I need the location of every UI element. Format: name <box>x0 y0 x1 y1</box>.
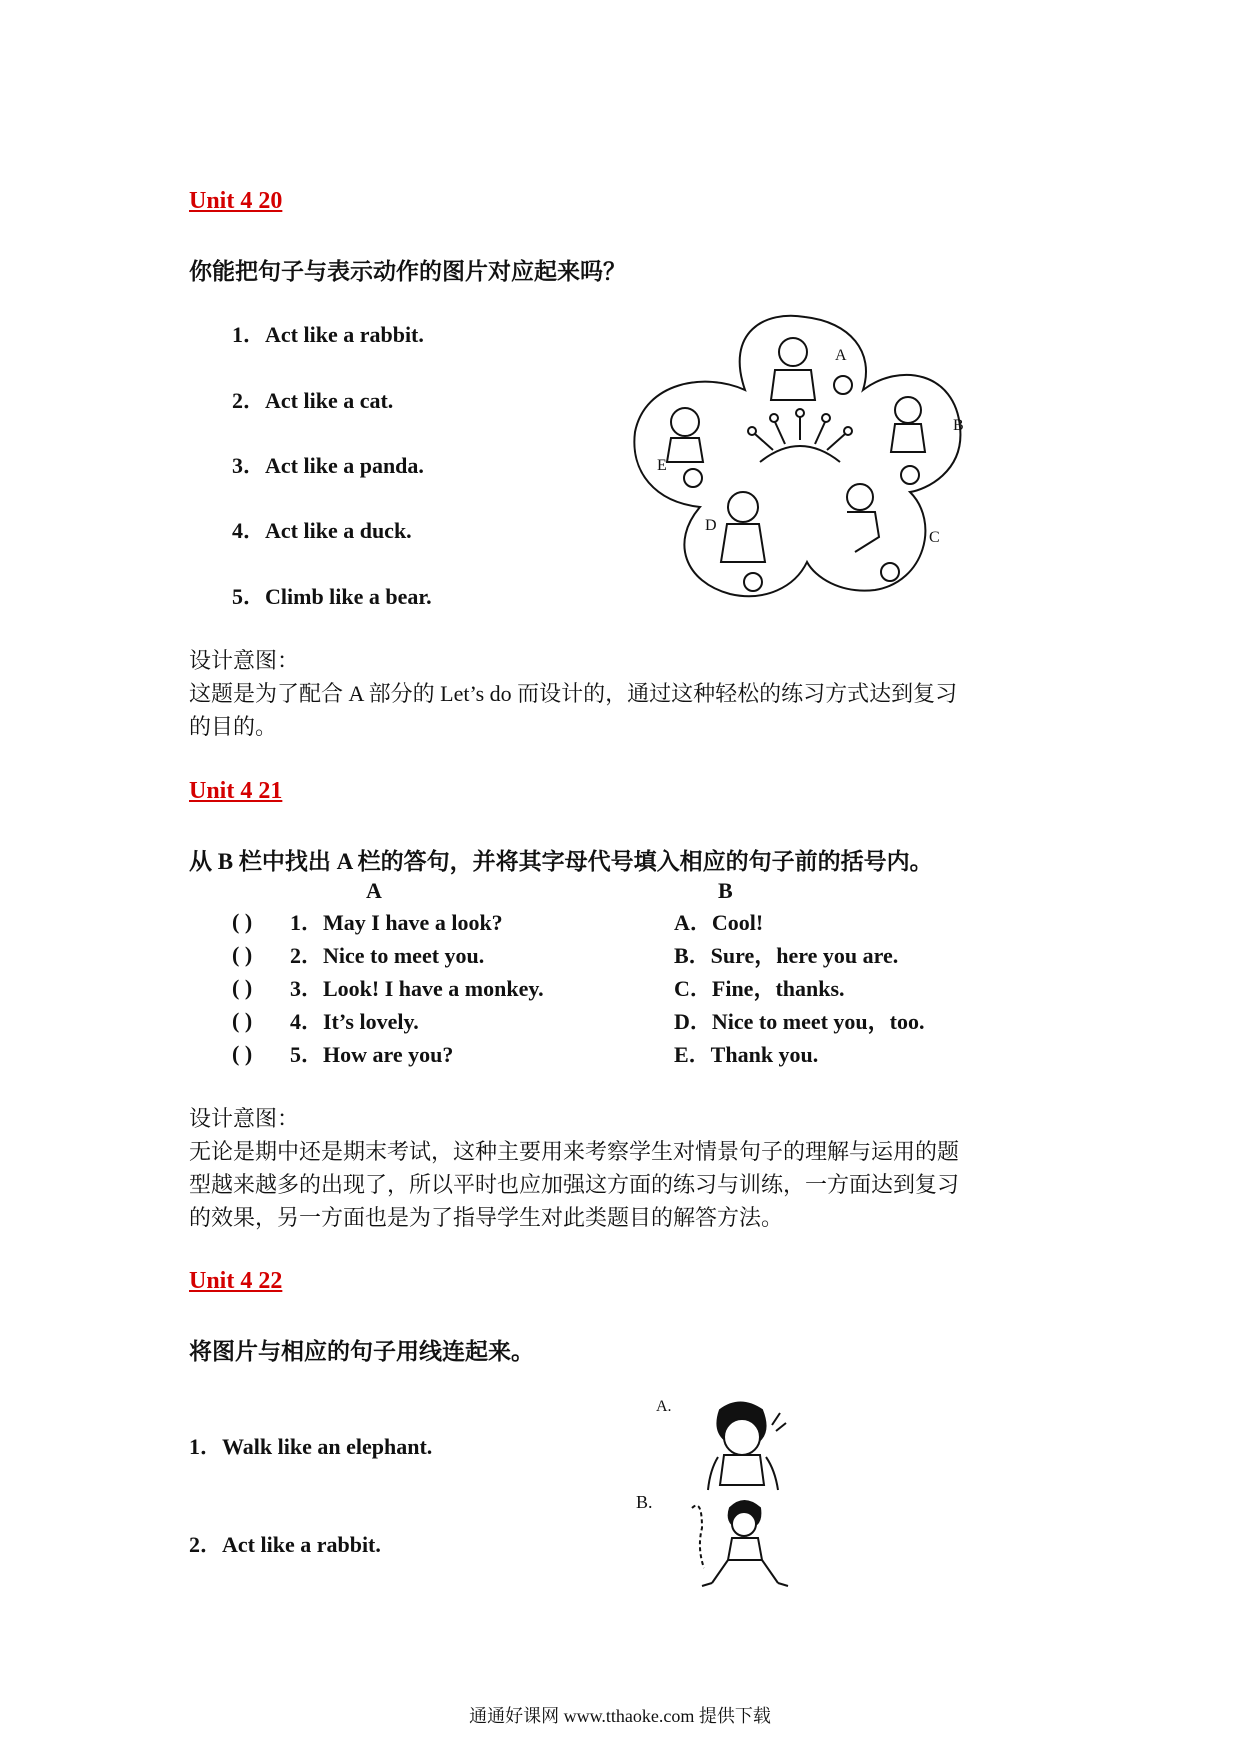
flower-illustration <box>625 312 985 612</box>
q21-column-a-header: A <box>366 878 382 903</box>
child-figure-c-icon <box>847 484 879 552</box>
table-row <box>232 938 992 971</box>
q21-title: Unit 4 21 <box>189 778 283 804</box>
q21-match-table <box>232 905 992 1070</box>
q21-a-item-4: 4．It’s lovely. <box>290 1009 419 1034</box>
q22-item-1: 1．Walk like an elephant. <box>189 1434 433 1459</box>
q20-instruction: 你能把句子与表示动作的图片对应起来吗？ <box>189 259 626 284</box>
child-figure-e-icon <box>667 408 703 462</box>
q21-b-item-b: B．Sure，here you are. <box>674 943 899 968</box>
table-row <box>232 1004 992 1037</box>
letter-b: B <box>953 417 964 434</box>
letter-d: D <box>705 517 717 534</box>
answer-circle-b <box>901 466 919 484</box>
footer-text: 通通好课网 www.tthaoke.com 提供下载 <box>469 1706 771 1726</box>
child-figure-a-icon <box>771 338 815 400</box>
center-sun-icon <box>748 409 852 462</box>
answer-blank[interactable]: ( ) <box>232 941 253 967</box>
q22-title: Unit 4 22 <box>189 1268 283 1294</box>
q20-note-line-1: 这题是为了配合 A 部分的 Let’s do 而设计的，通过这种轻松的练习方式达到复习 <box>189 681 958 706</box>
flower-outline <box>634 316 960 596</box>
q21-note-label: 设计意图： <box>189 1106 300 1131</box>
answer-blank[interactable]: ( ) <box>232 974 253 1000</box>
q20-note-label: 设计意图： <box>189 648 300 673</box>
q21-a-item-2: 2．Nice to meet you. <box>290 943 485 968</box>
table-row <box>232 905 992 938</box>
answer-circle-a <box>834 376 852 394</box>
q21-b-item-d: D．Nice to meet you，too. <box>674 1009 925 1034</box>
q21-b-item-c: C．Fine，thanks. <box>674 976 845 1001</box>
q22-instruction: 将图片与相应的句子用线连起来。 <box>189 1339 534 1364</box>
q21-a-item-3: 3．Look! I have a monkey. <box>290 976 544 1001</box>
q21-note-line-2: 型越来越多的出现了，所以平时也应加强这方面的练习与训练，一方面达到复习 <box>189 1172 960 1197</box>
q20-item-1: 1．Act like a rabbit. <box>232 322 424 347</box>
letter-c: C <box>929 529 940 546</box>
child-figure-b-icon <box>891 397 925 452</box>
table-row <box>232 971 992 1004</box>
q21-b-item-e: E．Thank you. <box>674 1042 819 1067</box>
q21-note-line-1: 无论是期中还是期末考试，这种主要用来考察学生对情景句子的理解与运用的题 <box>189 1139 960 1164</box>
q21-a-item-1: 1．May I have a look? <box>290 910 503 935</box>
girl-picture-b-icon <box>682 1488 802 1598</box>
q21-instruction: 从 B 栏中找出 A 栏的答句，并将其字母代号填入相应的句子前的括号内。 <box>189 849 933 874</box>
answer-circle-d <box>744 573 762 591</box>
q22-item-2: 2．Act like a rabbit. <box>189 1532 381 1557</box>
answer-blank[interactable]: ( ) <box>232 1040 253 1066</box>
table-row <box>232 1037 992 1070</box>
q22-picture-letter-a: A. <box>656 1398 672 1415</box>
q20-title: Unit 4 20 <box>189 188 283 214</box>
answer-circle-c <box>881 563 899 581</box>
q20-note-line-2: 的目的。 <box>189 714 278 739</box>
q20-item-3: 3．Act like a panda. <box>232 453 424 478</box>
q22-picture-letter-b: B. <box>636 1492 653 1512</box>
q21-b-item-a: A．Cool! <box>674 910 764 935</box>
q21-a-item-5: 5．How are you? <box>290 1042 454 1067</box>
answer-circle-e <box>684 469 702 487</box>
girl-picture-a-icon <box>680 1395 800 1495</box>
answer-blank[interactable]: ( ) <box>232 908 253 934</box>
q20-item-2: 2．Act like a cat. <box>232 388 394 413</box>
letter-e: E <box>657 457 667 474</box>
q21-note-line-3: 的效果，另一方面也是为了指导学生对此类题目的解答方法。 <box>189 1205 784 1230</box>
q21-column-b-header: B <box>718 878 733 903</box>
child-figure-d-icon <box>721 492 765 562</box>
q20-item-4: 4．Act like a duck. <box>232 518 412 543</box>
answer-blank[interactable]: ( ) <box>232 1007 253 1033</box>
letter-a: A <box>835 347 847 364</box>
q20-item-5: 5．Climb like a bear. <box>232 584 432 609</box>
